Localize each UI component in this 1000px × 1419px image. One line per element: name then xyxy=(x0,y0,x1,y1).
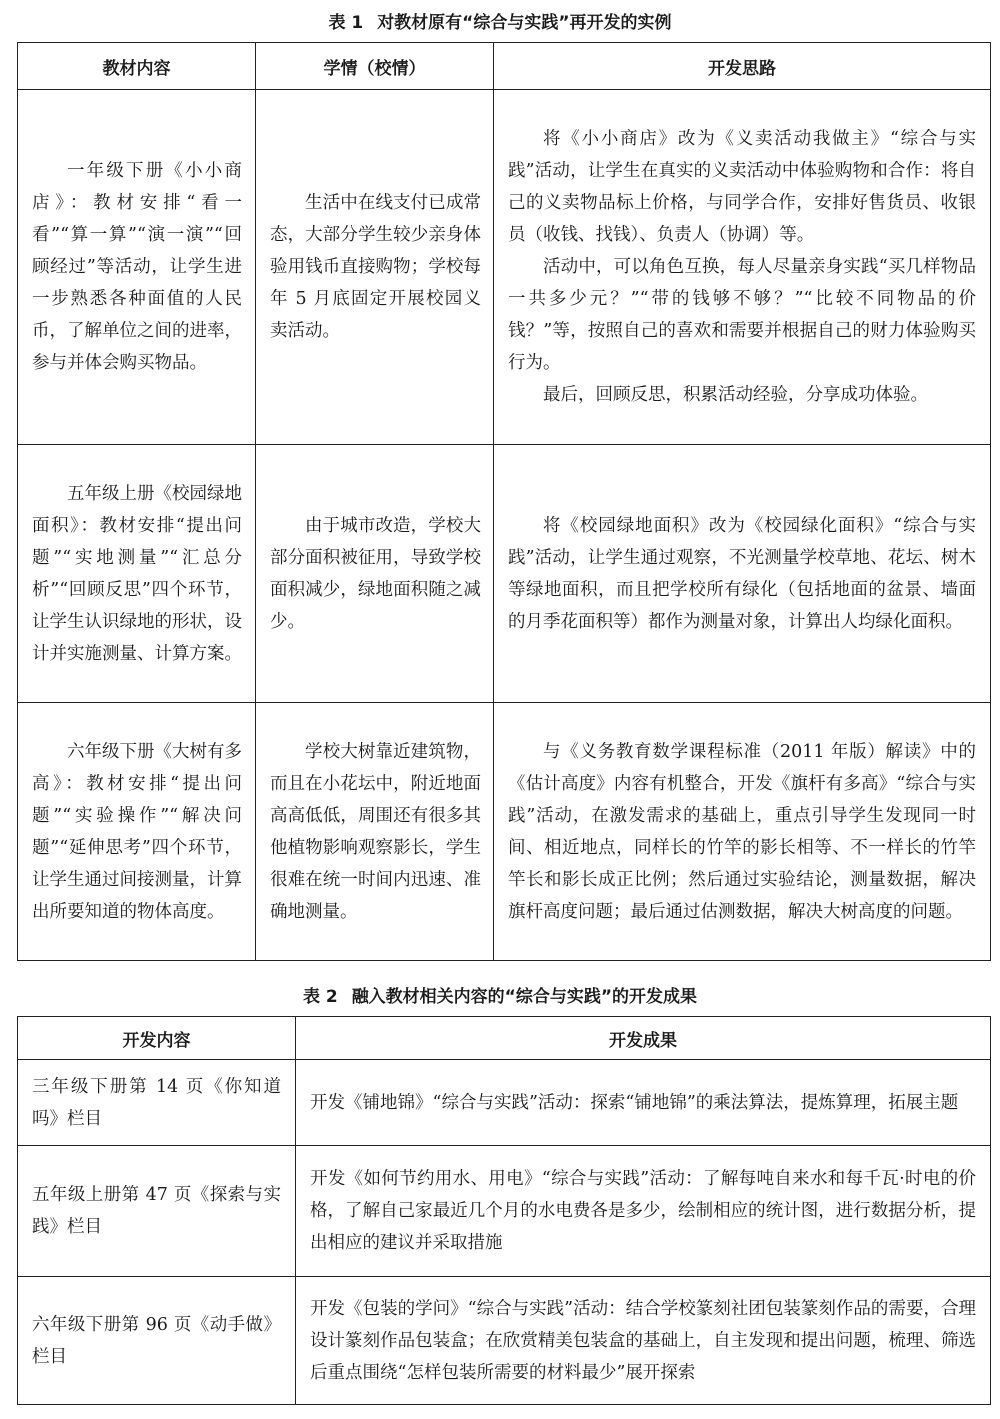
table1-caption-number: 表 1 xyxy=(328,13,364,33)
table2 xyxy=(17,1016,991,1405)
cell-paragraph: 最后，回顾反思，积累活动经验，分享成功体验。 xyxy=(543,385,928,405)
table2-header-row xyxy=(18,1017,991,1060)
table2-cell-content: 六年级下册第 96 页《动手做》栏目 xyxy=(18,1277,296,1405)
table1-cell-ideas xyxy=(494,445,991,703)
table2-caption xyxy=(0,986,1000,1008)
table1-caption xyxy=(0,12,1000,34)
cell-paragraph: 将《校园绿地面积》改为《校园绿化面积》“综合与实践”活动，让学生通过观察，不光测量学校草地、花坛、树木等绿地面积，而且把学校所有绿化（包括地面的盆景、墙面的月季花面积等）都作为测量对象，计算出人均绿化面积。 xyxy=(508,515,976,632)
table2-cell-result: 开发《铺地锦》“综合与实践”活动：探索“铺地锦”的乘法算法，提炼算理，拓展主题 xyxy=(296,1060,991,1146)
table-row xyxy=(18,1277,991,1405)
cell-text: 由于城市改造，学校大部分面积被征用，导致学校面积减少，绿地面积随之减少。 xyxy=(270,515,481,632)
cell-text: 五年级上册《校园绿地面积》：教材安排“提出问题”“实地测量”“汇总分析”“回顾反思”四个环节，让学生认识绿地的形状，设计并实施测量、计算方案。 xyxy=(32,483,242,664)
table1-cell-content xyxy=(18,445,256,703)
table1-cell-ideas xyxy=(494,90,991,445)
table2-header-content: 开发内容 xyxy=(18,1017,296,1060)
cell-text: 生活中在线支付已成常态，大部分学生较少亲身体验用钱币直接购物；学校每年 5 月底固定开展校园义卖活动。 xyxy=(270,193,481,341)
table1-cell-situation xyxy=(256,90,494,445)
table2-cell-result: 开发《如何节约用水、用电》“综合与实践”活动：了解每吨自来水和每千瓦·时电的价格，了解自己家最近几个月的水电费各是多少，绘制相应的统计图，进行数据分析，提出相应的建议并采取措施 xyxy=(296,1146,991,1277)
table-row xyxy=(18,1146,991,1277)
table1-cell-content xyxy=(18,703,256,961)
cell-text: 六年级下册《大树有多高》：教材安排“提出问题”“实验操作”“解决问题”“延伸思考”四个环节，让学生通过间接测量，计算出所要知道的物体高度。 xyxy=(32,741,242,922)
table1-header-content: 教材内容 xyxy=(18,43,256,90)
table1-cell-situation xyxy=(256,445,494,703)
table1-caption-title: 对教材原有“综合与实践”再开发的实例 xyxy=(377,13,672,33)
table2-cell-content: 五年级上册第 47 页《探索与实践》栏目 xyxy=(18,1146,296,1277)
table-row xyxy=(18,445,991,703)
cell-paragraph: 活动中，可以角色互换，每人尽量亲身实践“买几样物品一共多少元？”“带的钱够不够？”“比较不同物品的价钱？”等，按照自己的喜欢和需要并根据自己的财力体验购买行为。 xyxy=(508,257,976,373)
table1-cell-ideas xyxy=(494,703,991,961)
table-row xyxy=(18,90,991,445)
table1-cell-content xyxy=(18,90,256,445)
table1-header-ideas: 开发思路 xyxy=(494,43,991,90)
table-row xyxy=(18,703,991,961)
table1-header-row xyxy=(18,43,991,90)
table1-header-situation: 学情（校情） xyxy=(256,43,494,90)
cell-text: 一年级下册《小小商店》：教材安排“看一看”“算一算”“演一演”“回顾经过”等活动，让学生进一步熟悉各种面值的人民币，了解单位之间的进率，参与并体会购买物品。 xyxy=(32,161,242,373)
table1 xyxy=(17,42,991,961)
table2-cell-content: 三年级下册第 14 页《你知道吗》栏目 xyxy=(18,1060,296,1146)
table2-caption-title: 融入教材相关内容的“综合与实践”的开发成果 xyxy=(351,987,698,1007)
cell-text: 学校大树靠近建筑物，而且在小花坛中，附近地面高高低低，周围还有很多其他植物影响观察影长，学生很难在统一时间内迅速、准确地测量。 xyxy=(270,741,481,922)
table-row xyxy=(18,1060,991,1146)
table1-cell-situation xyxy=(256,703,494,961)
table2-header-result: 开发成果 xyxy=(296,1017,991,1060)
table2-caption-number: 表 2 xyxy=(302,987,338,1007)
cell-paragraph: 将《小小商店》改为《义卖活动我做主》“综合与实践”活动，让学生在真实的义卖活动中体验购物和合作：将自己的义卖物品标上价格，与同学合作，安排好售货员、收银员（收钱、找钱）、负责人（协调）等。 xyxy=(508,129,976,245)
cell-paragraph: 与《义务教育数学课程标准（2011 年版）解读》中的《估计高度》内容有机整合，开发《旗杆有多高》“综合与实践”活动，在激发需求的基础上，重点引导学生发现同一时间、相近地点，同样长的竹竿的影长相等、不一样长的竹竿竿长和影长成正比例；然后通过实验结论，测量数据，解决旗杆高度问题；最后通过估测数据，解决大树高度的问题。 xyxy=(508,741,976,922)
table2-cell-result: 开发《包装的学问》“综合与实践”活动：结合学校篆刻社团包装篆刻作品的需要，合理设计篆刻作品包装盒；在欣赏精美包装盒的基础上，自主发现和提出问题，梳理、筛选后重点围绕“怎样包装所需要的材料最少”展开探索 xyxy=(296,1277,991,1405)
